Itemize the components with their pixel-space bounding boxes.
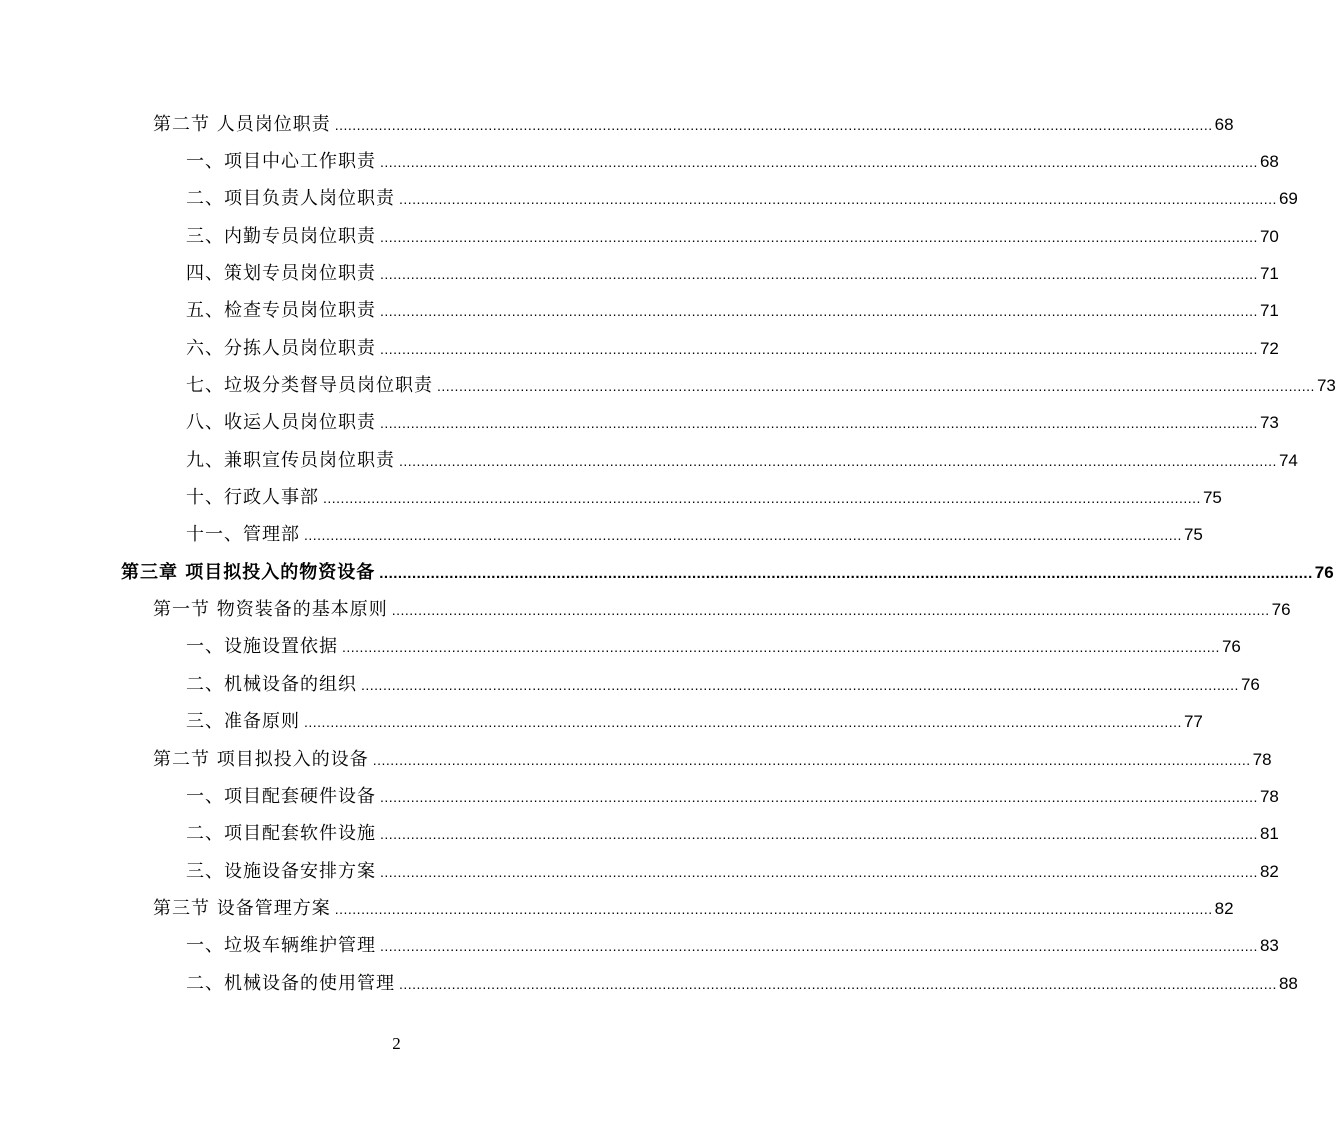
- toc-entry[interactable]: [0, 365, 1336, 402]
- toc-entry[interactable]: [0, 739, 1272, 776]
- toc-entry-title: 十一、管理部: [186, 524, 300, 546]
- toc-dot-leader: ........................................................................................................................................................................................................: [380, 340, 1258, 357]
- toc-entry-title: 第二节 项目拟投入的设备: [153, 748, 369, 770]
- toc-entry[interactable]: [0, 141, 1279, 178]
- toc-entry-title: 三、内勤专员岗位职责: [186, 225, 376, 247]
- toc-dot-leader: ........................................................................................................................................................................................................: [372, 751, 1251, 768]
- toc-entry-title: 一、垃圾车辆维护管理: [186, 935, 376, 957]
- toc-entry-line: [186, 632, 1241, 658]
- toc-entry-title: 八、收运人员岗位职责: [186, 412, 376, 434]
- toc-entry-title: 四、策划专员岗位职责: [186, 263, 376, 285]
- toc-entry-title: 十、行政人事部: [186, 487, 319, 509]
- toc-entry-title: 二、机械设备的使用管理: [186, 972, 395, 994]
- toc-entry-title: 九、兼职宣传员岗位职责: [186, 449, 395, 471]
- toc-dot-leader: ........................................................................................................................................................................................................: [323, 490, 1201, 507]
- toc-entry-page-number: 75: [1183, 525, 1203, 545]
- toc-dot-leader: ........................................................................................................................................................................................................: [399, 191, 1277, 208]
- toc-entry[interactable]: [0, 216, 1279, 253]
- toc-entry-page-number: 74: [1278, 450, 1298, 470]
- toc-entry-line: [153, 745, 1272, 771]
- toc-entry-line: [121, 558, 1334, 584]
- toc-entry[interactable]: [0, 403, 1279, 440]
- toc-entry[interactable]: [0, 552, 1334, 589]
- toc-dot-leader: ........................................................................................................................................................................................................: [380, 826, 1258, 843]
- toc-entry-title: 一、项目配套硬件设备: [186, 785, 376, 807]
- toc-dot-leader: ........................................................................................................................................................................................................: [380, 154, 1258, 171]
- toc-entry-page-number: 71: [1259, 264, 1279, 284]
- toc-entry-line: [186, 520, 1203, 546]
- toc-dot-leader: ........................................................................................................................................................................................................: [399, 975, 1277, 992]
- toc-dot-leader: ........................................................................................................................................................................................................: [304, 714, 1182, 731]
- toc-dot-leader: ........................................................................................................................................................................................................: [380, 788, 1258, 805]
- toc-entry[interactable]: [0, 814, 1279, 851]
- toc-entry[interactable]: [0, 851, 1279, 888]
- toc-dot-leader: ........................................................................................................................................................................................................: [380, 228, 1258, 245]
- toc-entry[interactable]: [0, 963, 1298, 1000]
- toc-entry-page-number: 78: [1252, 749, 1272, 769]
- toc-entry-line: [186, 969, 1298, 995]
- page-number: 2: [392, 1034, 401, 1053]
- toc-entry-line: [186, 931, 1279, 957]
- toc-entry-title: 七、垃圾分类督导员岗位职责: [186, 375, 433, 397]
- toc-entry-line: [186, 670, 1260, 696]
- toc-entry[interactable]: [0, 253, 1279, 290]
- toc-entry-page-number: 76: [1271, 600, 1291, 620]
- toc-entry-page-number: 70: [1259, 226, 1279, 246]
- toc-entry[interactable]: [0, 477, 1222, 514]
- toc-entry-line: [186, 857, 1279, 883]
- toc-entry[interactable]: [0, 776, 1279, 813]
- toc-entry-line: [153, 595, 1291, 621]
- toc-entry-page-number: 76: [1240, 674, 1260, 694]
- toc-entry-title: 二、项目负责人岗位职责: [186, 188, 395, 210]
- toc-entry-title: 第一节 物资装备的基本原则: [153, 599, 388, 621]
- toc-dot-leader: ........................................................................................................................................................................................................: [380, 415, 1258, 432]
- toc-entry-page-number: 69: [1278, 189, 1298, 209]
- toc-entry-title: 第三节 设备管理方案: [153, 897, 331, 919]
- toc-dot-leader: ........................................................................................................................................................................................................: [334, 116, 1213, 133]
- toc-entry-page-number: 82: [1214, 898, 1234, 918]
- toc-entry-page-number: 72: [1259, 338, 1279, 358]
- toc-entry-line: [186, 408, 1279, 434]
- toc-entry[interactable]: [0, 515, 1203, 552]
- toc-entry-line: [186, 819, 1279, 845]
- toc-dot-leader: ........................................................................................................................................................................................................: [380, 938, 1258, 955]
- toc-entry-page-number: 68: [1214, 114, 1234, 134]
- toc-entry[interactable]: [0, 702, 1203, 739]
- toc-entry-page-number: 73: [1316, 376, 1336, 396]
- toc-entry-line: [186, 147, 1279, 173]
- toc-entry[interactable]: [0, 179, 1298, 216]
- toc-entry-page-number: 76: [1314, 562, 1334, 582]
- toc-dot-leader: ........................................................................................................................................................................................................: [380, 266, 1258, 283]
- toc-entry[interactable]: [0, 104, 1234, 141]
- toc-entry-page-number: 68: [1259, 152, 1279, 172]
- toc-entry-page-number: 77: [1183, 712, 1203, 732]
- toc-dot-leader: ........................................................................................................................................................................................................: [334, 900, 1213, 917]
- toc-dot-leader: ........................................................................................................................................................................................................: [437, 378, 1315, 395]
- toc-entry[interactable]: [0, 328, 1279, 365]
- toc-dot-leader: ........................................................................................................................................................................................................: [399, 452, 1277, 469]
- toc-entry-line: [186, 707, 1203, 733]
- toc-entry-title: 第三章 项目拟投入的物资设备: [121, 561, 376, 583]
- toc-entry-page-number: 76: [1221, 637, 1241, 657]
- toc-entry-line: [186, 371, 1336, 397]
- toc-dot-leader: ........................................................................................................................................................................................................: [361, 676, 1239, 693]
- toc-dot-leader: ........................................................................................................................................................................................................: [342, 639, 1220, 656]
- toc-entry-line: [186, 446, 1298, 472]
- toc-dot-leader: ........................................................................................................................................................................................................: [380, 863, 1258, 880]
- toc-entry[interactable]: [0, 888, 1234, 925]
- toc-entry-page-number: 78: [1259, 786, 1279, 806]
- toc-entry-line: [186, 782, 1279, 808]
- toc-entry-title: 第二节 人员岗位职责: [153, 113, 331, 135]
- toc-entry-page-number: 71: [1259, 301, 1279, 321]
- toc-entry[interactable]: [0, 589, 1291, 626]
- toc-entry-title: 二、机械设备的组织: [186, 673, 357, 695]
- toc-dot-leader: ........................................................................................................................................................................................................: [380, 303, 1258, 320]
- toc-entry-page-number: 75: [1202, 488, 1222, 508]
- toc-entry-line: [186, 483, 1222, 509]
- toc-entry-title: 一、项目中心工作职责: [186, 151, 376, 173]
- toc-entry[interactable]: [0, 440, 1298, 477]
- toc-entry-line: [186, 334, 1279, 360]
- toc-entry-title: 三、设施设备安排方案: [186, 860, 376, 882]
- toc-entry-line: [153, 110, 1234, 136]
- toc-entry[interactable]: [0, 664, 1260, 701]
- toc-entry[interactable]: [0, 627, 1241, 664]
- toc-entry[interactable]: [0, 926, 1279, 963]
- toc-entry-title: 二、项目配套软件设施: [186, 823, 376, 845]
- toc-entry-title: 一、设施设置依据: [186, 636, 338, 658]
- toc-entry-page-number: 81: [1259, 824, 1279, 844]
- toc-entry-page-number: 88: [1278, 973, 1298, 993]
- toc-entry-title: 六、分拣人员岗位职责: [186, 337, 376, 359]
- toc-entry-title: 五、检查专员岗位职责: [186, 300, 376, 322]
- toc-entry-line: [186, 296, 1279, 322]
- toc-entry-line: [186, 222, 1279, 248]
- toc-dot-leader: ........................................................................................................................................................................................................: [379, 564, 1313, 582]
- toc-entry-line: [186, 259, 1279, 285]
- toc-entry-page-number: 82: [1259, 861, 1279, 881]
- toc-entry-title: 三、准备原则: [186, 711, 300, 733]
- toc-entry-line: [153, 894, 1234, 920]
- table-of-contents: [0, 104, 1336, 1000]
- toc-entry-page-number: 73: [1259, 413, 1279, 433]
- toc-dot-leader: ........................................................................................................................................................................................................: [304, 527, 1182, 544]
- toc-dot-leader: ........................................................................................................................................................................................................: [391, 602, 1270, 619]
- toc-entry-line: [186, 184, 1298, 210]
- toc-entry[interactable]: [0, 291, 1279, 328]
- toc-entry-page-number: 83: [1259, 936, 1279, 956]
